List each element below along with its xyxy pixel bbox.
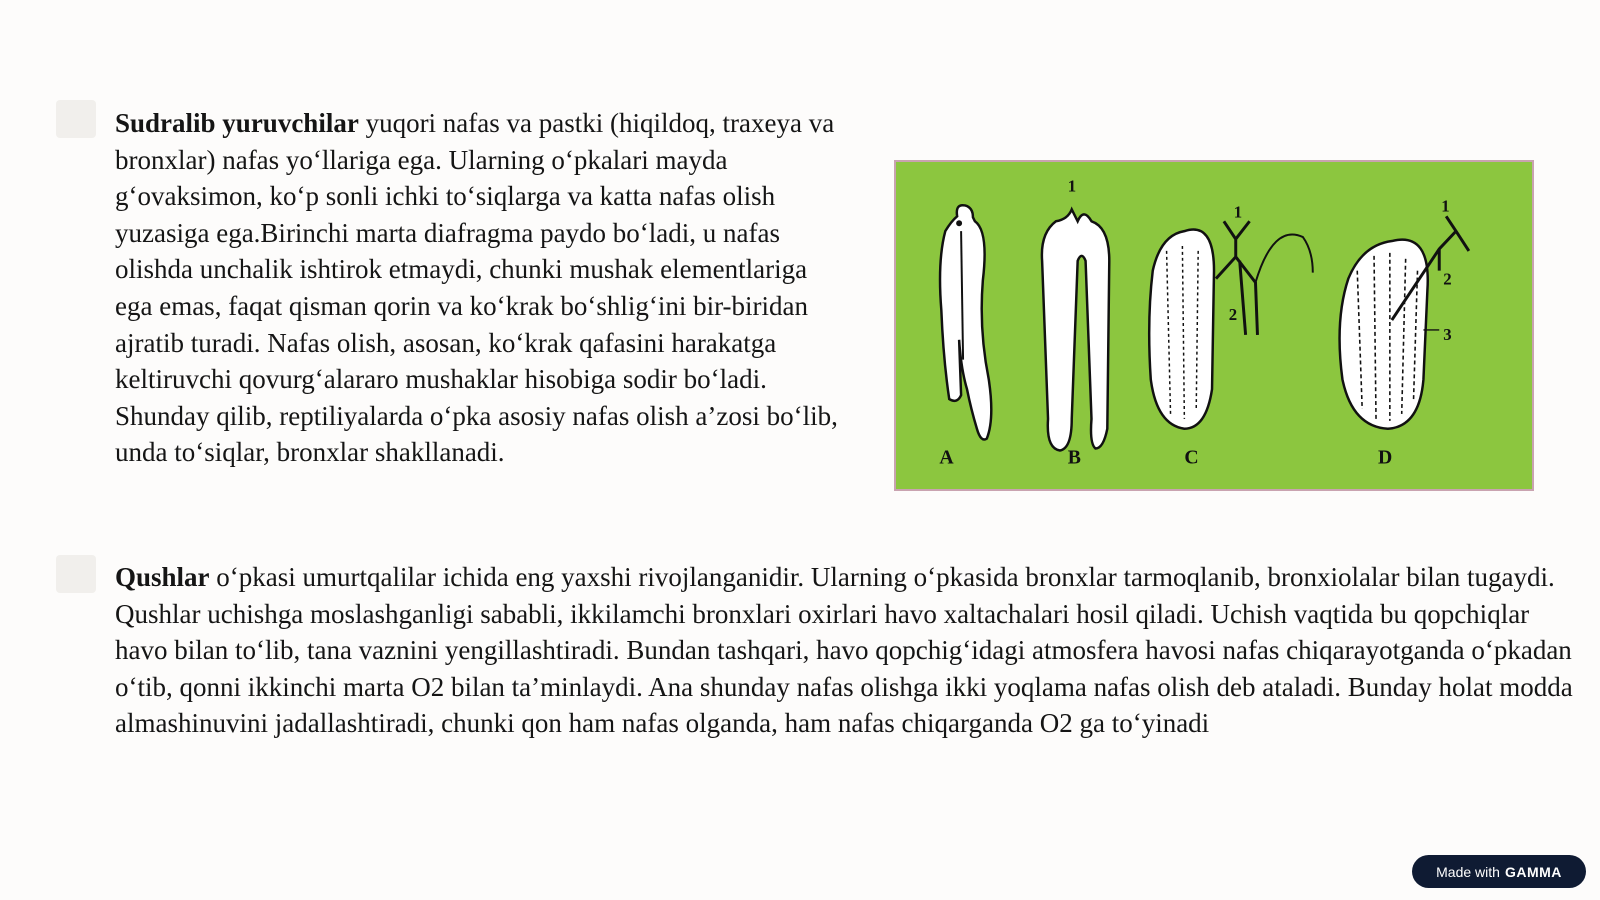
panel-label-c: C [1184,446,1199,469]
label-c-2: 2 [1228,305,1238,325]
panel-label-b: B [1067,446,1081,469]
lung-diagram-svg [896,162,1532,489]
label-d-3: 3 [1443,324,1452,344]
gamma-logo: GAMMA [1504,863,1562,880]
label-c-1: 1 [1233,202,1243,222]
paragraph-birds [115,559,1585,742]
label-d-2: 2 [1443,269,1452,289]
lung-d-shape [1340,240,1428,429]
panel-label-a: A [939,446,954,469]
made-with-gamma-badge[interactable] [1412,855,1586,888]
lung-evolution-figure [894,160,1534,491]
paragraph-reptiles-body: yuqori nafas va pastki (hiqildoq, traxeya va bronxlar) nafas yo‘llariga ega. Ularning o‘pkalari mayda g‘ovaksimon, ko‘p sonli ichki to‘siqlarga va katta nafas olish yuzasiga ega.Birinchi marta diafragma paydo bo‘ladi, u nafas olishda unchalik ishtirok etmaydi, chunki mushak elementlariga ega emas, faqat qisman qorin va ko‘krak bo‘shlig‘ini bir-biridan ajratib turadi. Nafas olish, asosan, ko‘krak qafasini harakatga keltiruvchi qovurg‘alararo mushaklar hisobiga sodir bo‘ladi. Shunday qilib, reptiliyalarda o‘pka asosiy nafas olish a’zosi bo‘lib, unda to‘siqlar, bronxlar shakllanadi. [115,108,838,468]
lung-c-shape [1149,230,1214,429]
lung-b-shape [1042,209,1109,450]
bullet-marker-1 [56,100,96,138]
paragraph-reptiles [115,105,850,471]
badge-prefix: Made with [1436,863,1500,880]
label-d-1: 1 [1441,196,1450,216]
label-b-1: 1 [1067,176,1077,196]
bullet-marker-2 [56,555,96,593]
lung-a-shape [940,205,991,439]
paragraph-birds-body: o‘pkasi umurtqalilar ichida eng yaxshi rivojlanganidir. Ularning o‘pkasida bronxlar tarmoqlanib, bronxiolalar bilan tugaydi. Qushlar uchishga moslashganligi sababli, ikkilamchi bronxlari oxirlari havo xaltachalari hosil qiladi. Uchish vaqtida bu qopchiqlar havo bilan to‘lib, tana vaznini yengillashtiradi. Bundan tashqari, havo qopchig‘idagi atmosfera havosi nafas chiqarayotganda o‘pkadan o‘tib, qonni ikkinchi marta O2 bilan ta’minlaydi. Ana shunday nafas olishga ikki yoqlama nafas olish deb ataladi. Bunday holat modda almashinuvini jadallashtiradi, chunki qon ham nafas olganda, ham nafas chiqarganda O2 ga to‘yinadi [115,562,1573,739]
paragraph-birds-heading: Qushlar [115,562,210,592]
panel-label-d: D [1377,446,1393,469]
paragraph-reptiles-heading: Sudralib yuruvchilar [115,108,359,138]
